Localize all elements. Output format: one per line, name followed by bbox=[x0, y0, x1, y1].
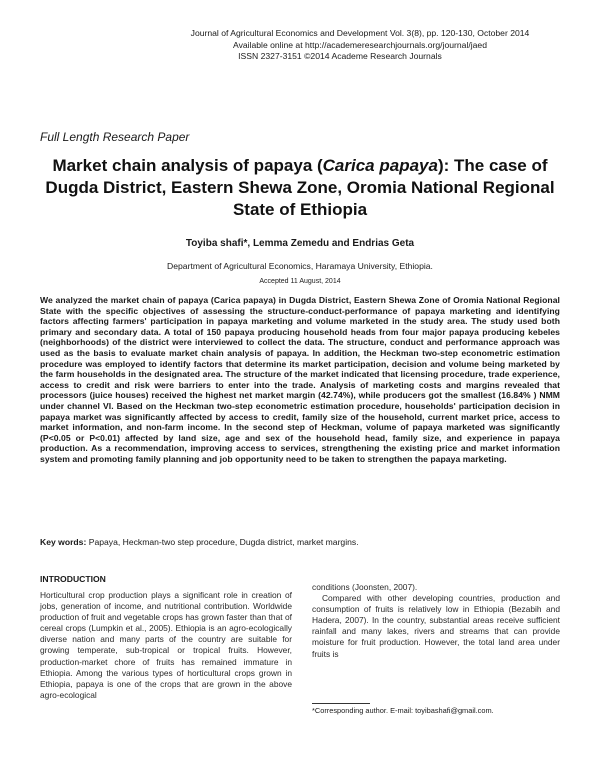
affiliation: Department of Agricultural Economics, Haramaya University, Ethiopia. bbox=[167, 261, 433, 271]
accepted-date: Accepted 11 August, 2014 bbox=[259, 278, 341, 285]
journal-issn: ISSN 2327-3151 ©2014 Academe Research Journals bbox=[238, 51, 442, 61]
paper-title bbox=[40, 155, 560, 221]
footnote-corresponding-author: *Corresponding author. E-mail: toyibashafi@gmail.com. bbox=[312, 706, 494, 715]
keywords-label: Key words: bbox=[40, 537, 87, 547]
intro-paragraph-2: Compared with other developing countries, production and consumption of fruits is relatively low in Ethiopia (Bezabih and Hadera, 2007). In the country, substantial areas receive sufficient rainfall and many lakes, rivers and streams that can provide moisture for fruit production. However, the total land area under fruits is bbox=[312, 593, 560, 659]
intro-paragraph-1: Horticultural crop production plays a significant role in creation of jobs, generation of income, and nutritional contribution. Worldwide production of fruit and vegetable crops has grown faster than that of cereal crops (Lumpkin et al., 2005). Ethiopia is an agro-ecologically diverse nation and many parts of the country are suitable for growing temperate, sub-tropical or tropical fruits. However, production-market chore of fruits has remained immature in Ethiopia. Among the various types of horticultural crops grown in Ethiopia, papaya is one of the crops that are grown in the above agro-ecological bbox=[40, 590, 292, 700]
title-part-2: ): The case of Dugda District, Eastern Shewa Zone, Oromia National Regional State of Ethiopia bbox=[45, 156, 555, 219]
intro-column-right bbox=[312, 582, 560, 660]
journal-citation: Journal of Agricultural Economics and Development Vol. 3(8), pp. 120-130, October 2014 bbox=[190, 28, 530, 38]
footnote-divider bbox=[312, 703, 370, 704]
keywords bbox=[40, 537, 560, 547]
intro-column-left bbox=[40, 590, 292, 701]
section-heading-introduction: INTRODUCTION bbox=[40, 574, 106, 584]
authors: Toyiba shafi*, Lemma Zemedu and Endrias Geta bbox=[185, 238, 415, 249]
journal-header bbox=[0, 28, 600, 63]
journal-url: Available online at http://academeresearchjournals.org/journal/jaed bbox=[233, 39, 487, 50]
paper-type: Full Length Research Paper bbox=[40, 130, 190, 144]
intro-paragraph-1-continued: conditions (Joonsten, 2007). bbox=[312, 582, 418, 592]
title-part-1: Market chain analysis of papaya ( bbox=[52, 156, 323, 175]
abstract: We analyzed the market chain of papaya (Carica papaya) in Dugda District, Eastern Shewa Zone of Oromia National Regional State with the specific objectives of assessing the structure-conduct-performance of papaya marketing and identifying factors affecting farmers' participation in papaya marketing and volume marketed in the study area. The study used both primary and secondary data. A total of 150 papaya producing household heads from four major papaya producing kebeles (neighborhoods) of the district were interviewed to collect the data. The structure, conduct and performance approach was used as the basis to evaluate market chain analysis of papaya. In addition, the Heckman two-step econometric estimation procedure was employed to identify factors that determine its market participation, decision and volume being marketed by the farm households in the designated area. The structure of the market indicated that licensing procedure, trade experience, access to credit and risk were barriers to enter into the trade. Analysis of marketing costs and margins revealed that processors (juice houses) received the highest net market margin (42.74%), while producers got the smallest (16.84% ) NMM under channel VI. Based on the Heckman two-step econometric estimation procedure, households' participation decision in papaya market was significantly affected by access to credit, family size of the household, current market price, access to market information, and non-farm income. In the second step of Heckman, volume of papaya marketed was significantly (P<0.05 or P<0.01) affected by land size, age and sex of the household head, family size, and experience in papaya production. As a recommendation, improving access to services, strengthening the existing price and market information system and promoting family planning and job opportunity need to be taken to strengthen the papaya marketing. bbox=[40, 295, 560, 464]
title-species: Carica papaya bbox=[322, 156, 438, 175]
keywords-text: Papaya, Heckman-two step procedure, Dugda district, market margins. bbox=[86, 537, 359, 547]
